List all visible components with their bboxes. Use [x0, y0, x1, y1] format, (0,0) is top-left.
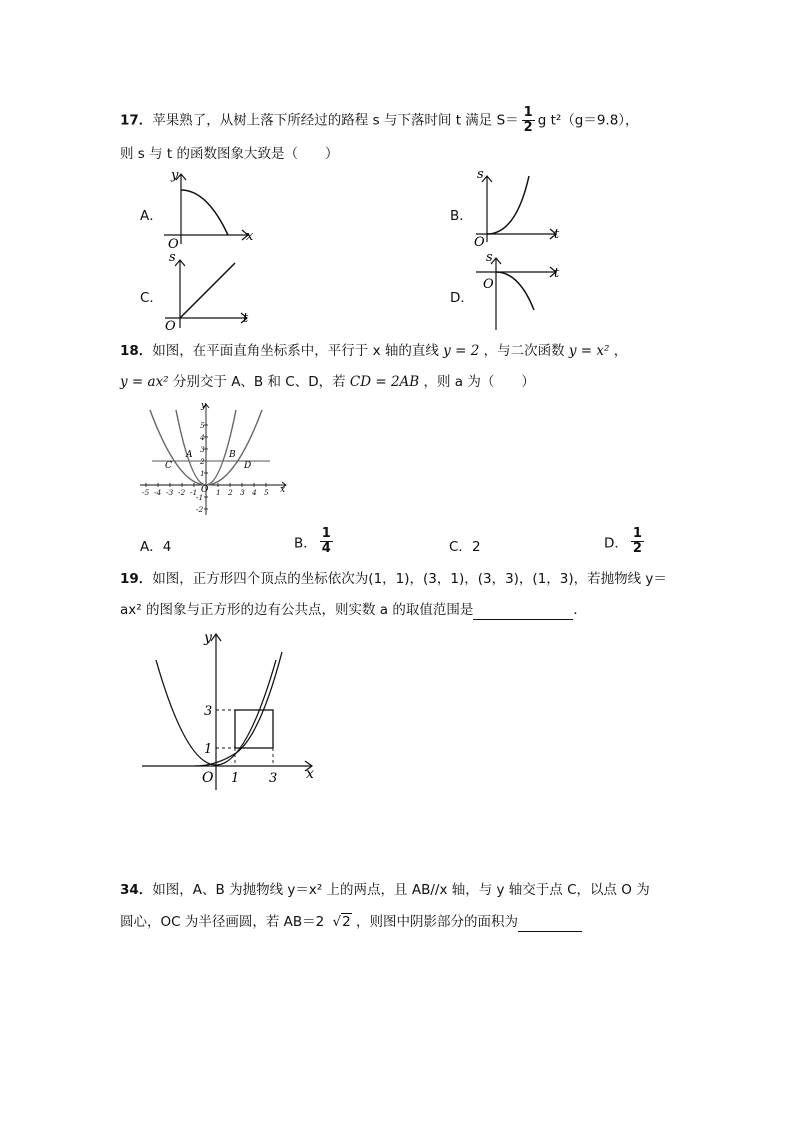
- svg-text:-2: -2: [196, 505, 204, 514]
- svg-text:4: 4: [200, 433, 205, 442]
- q19-number: 19．: [120, 571, 153, 587]
- q18-math-cd: CD = 2AB: [349, 374, 420, 390]
- svg-text:2: 2: [200, 457, 205, 466]
- q17-graph-d: [474, 250, 574, 330]
- q17-b-origin: O: [474, 235, 485, 250]
- q18-choice-d[interactable]: D． $\frac{1}{2}$: [604, 526, 642, 556]
- q17-c-origin: O: [165, 319, 176, 334]
- q18-line2: y = ax² 分别交于 A、B 和 C、D，若 CD = 2AB ，则 a 为（ ）: [120, 374, 535, 390]
- svg-text:-4: -4: [154, 488, 162, 497]
- q17-c-ylabel: s: [169, 250, 176, 265]
- q18-point-d: D: [244, 461, 252, 471]
- svg-text:3: 3: [200, 445, 205, 454]
- q18-line1: 18．如图，在平面直角坐标系中，平行于 x 轴的直线 y = 2 ，与二次函数 y = x² ，: [120, 343, 628, 359]
- svg-text:1: 1: [216, 488, 221, 497]
- q18-math-y2: y = 2: [443, 343, 480, 359]
- q18-choice-b[interactable]: B． $\frac{1}{4}$: [294, 526, 331, 556]
- q17-option-d-label[interactable]: D．: [450, 290, 474, 306]
- q19-ytick-1: 1: [204, 742, 213, 757]
- q18-point-b: B: [229, 450, 236, 460]
- svg-text:5: 5: [200, 421, 205, 430]
- q18-xlabel: x: [280, 485, 286, 495]
- q17-line1: [120, 106, 639, 135]
- q19-graph: [140, 630, 320, 790]
- q17-option-c-label[interactable]: C．: [140, 290, 163, 306]
- q34-number: 34．: [120, 882, 153, 898]
- q18-point-o: O: [201, 485, 209, 495]
- svg-text:5: 5: [264, 488, 269, 497]
- q18-number: 18．: [120, 343, 153, 359]
- svg-text:-1: -1: [190, 488, 198, 497]
- q19-answer-blank[interactable]: [473, 603, 573, 620]
- q17-graph-a: [162, 168, 254, 252]
- q19-xtick-1: 1: [231, 771, 240, 786]
- q18-ylabel: y: [201, 401, 207, 411]
- q34-answer-blank[interactable]: [518, 915, 582, 932]
- q17-text-before: 苹果熟了，从树上落下所经过的路程 s 与下落时间 t 满足 S＝: [152, 112, 519, 129]
- q19-xtick-3: 3: [269, 771, 278, 786]
- q19-line1: 19．如图，正方形四个顶点的坐标依次为(1，1)，(3，1)，(3，3)，(1，3)，若抛物线 y＝: [120, 571, 667, 587]
- q18-choice-a[interactable]: A．4: [140, 539, 172, 555]
- svg-text:-1: -1: [196, 493, 204, 502]
- q17-fraction: $\frac{1}{2}$: [523, 105, 533, 135]
- svg-text:2: 2: [228, 488, 233, 497]
- q34-line1: 34．如图，A、B 为抛物线 y＝x² 上的两点，且 AB//x 轴，与 y 轴交于点 C，以点 O 为: [120, 882, 650, 898]
- q18-point-a: A: [186, 450, 193, 460]
- q17-d-ylabel: s: [486, 250, 493, 265]
- q18-math-yax2: y = ax²: [120, 374, 169, 390]
- svg-text:3: 3: [240, 488, 245, 497]
- q19-xlabel: x: [306, 766, 314, 782]
- q17-option-b-label[interactable]: B．: [450, 208, 473, 224]
- q17-graph-b: [474, 168, 564, 248]
- q18-choice-c[interactable]: C．2: [449, 539, 481, 555]
- q19-ytick-3: 3: [204, 704, 213, 719]
- q17-a-origin: O: [168, 237, 179, 252]
- q17-line2: 则 s 与 t 的函数图象大致是（ ）: [120, 146, 339, 162]
- q17-text-after: g t²（g＝9.8），: [537, 112, 639, 129]
- svg-text:4: 4: [252, 488, 257, 497]
- q34-line2: 圆心，OC 为半径画圆，若 AB＝2 √2 ，则图中阴影部分的面积为: [120, 912, 582, 932]
- q18-math-yx2: y = x²: [568, 343, 610, 359]
- q17-number: 17．: [120, 112, 153, 129]
- q17-a-ylabel: y: [171, 168, 179, 183]
- q17-b-ylabel: s: [477, 167, 484, 182]
- q34-sqrt: √2: [332, 914, 351, 930]
- q19-ylabel: y: [204, 630, 212, 646]
- q18-graph: [138, 400, 298, 520]
- svg-text:-2: -2: [178, 488, 186, 497]
- q18-point-c: C: [165, 461, 172, 471]
- svg-text:-3: -3: [166, 488, 174, 497]
- q17-a-xlabel: x: [246, 229, 254, 244]
- q17-c-xlabel: t: [243, 311, 249, 326]
- q17-b-xlabel: t: [554, 227, 560, 242]
- svg-text:-5: -5: [142, 488, 150, 497]
- q19-origin: O: [202, 770, 214, 786]
- q17-d-xlabel: t: [554, 266, 560, 281]
- q17-d-origin: O: [483, 277, 494, 292]
- q17-graph-c: [163, 250, 253, 334]
- q17-option-a-label[interactable]: A．: [140, 208, 163, 224]
- svg-text:1: 1: [200, 469, 205, 478]
- q19-line2: ax² 的图象与正方形的边有公共点，则实数 a 的取值范围是 ．: [120, 602, 587, 618]
